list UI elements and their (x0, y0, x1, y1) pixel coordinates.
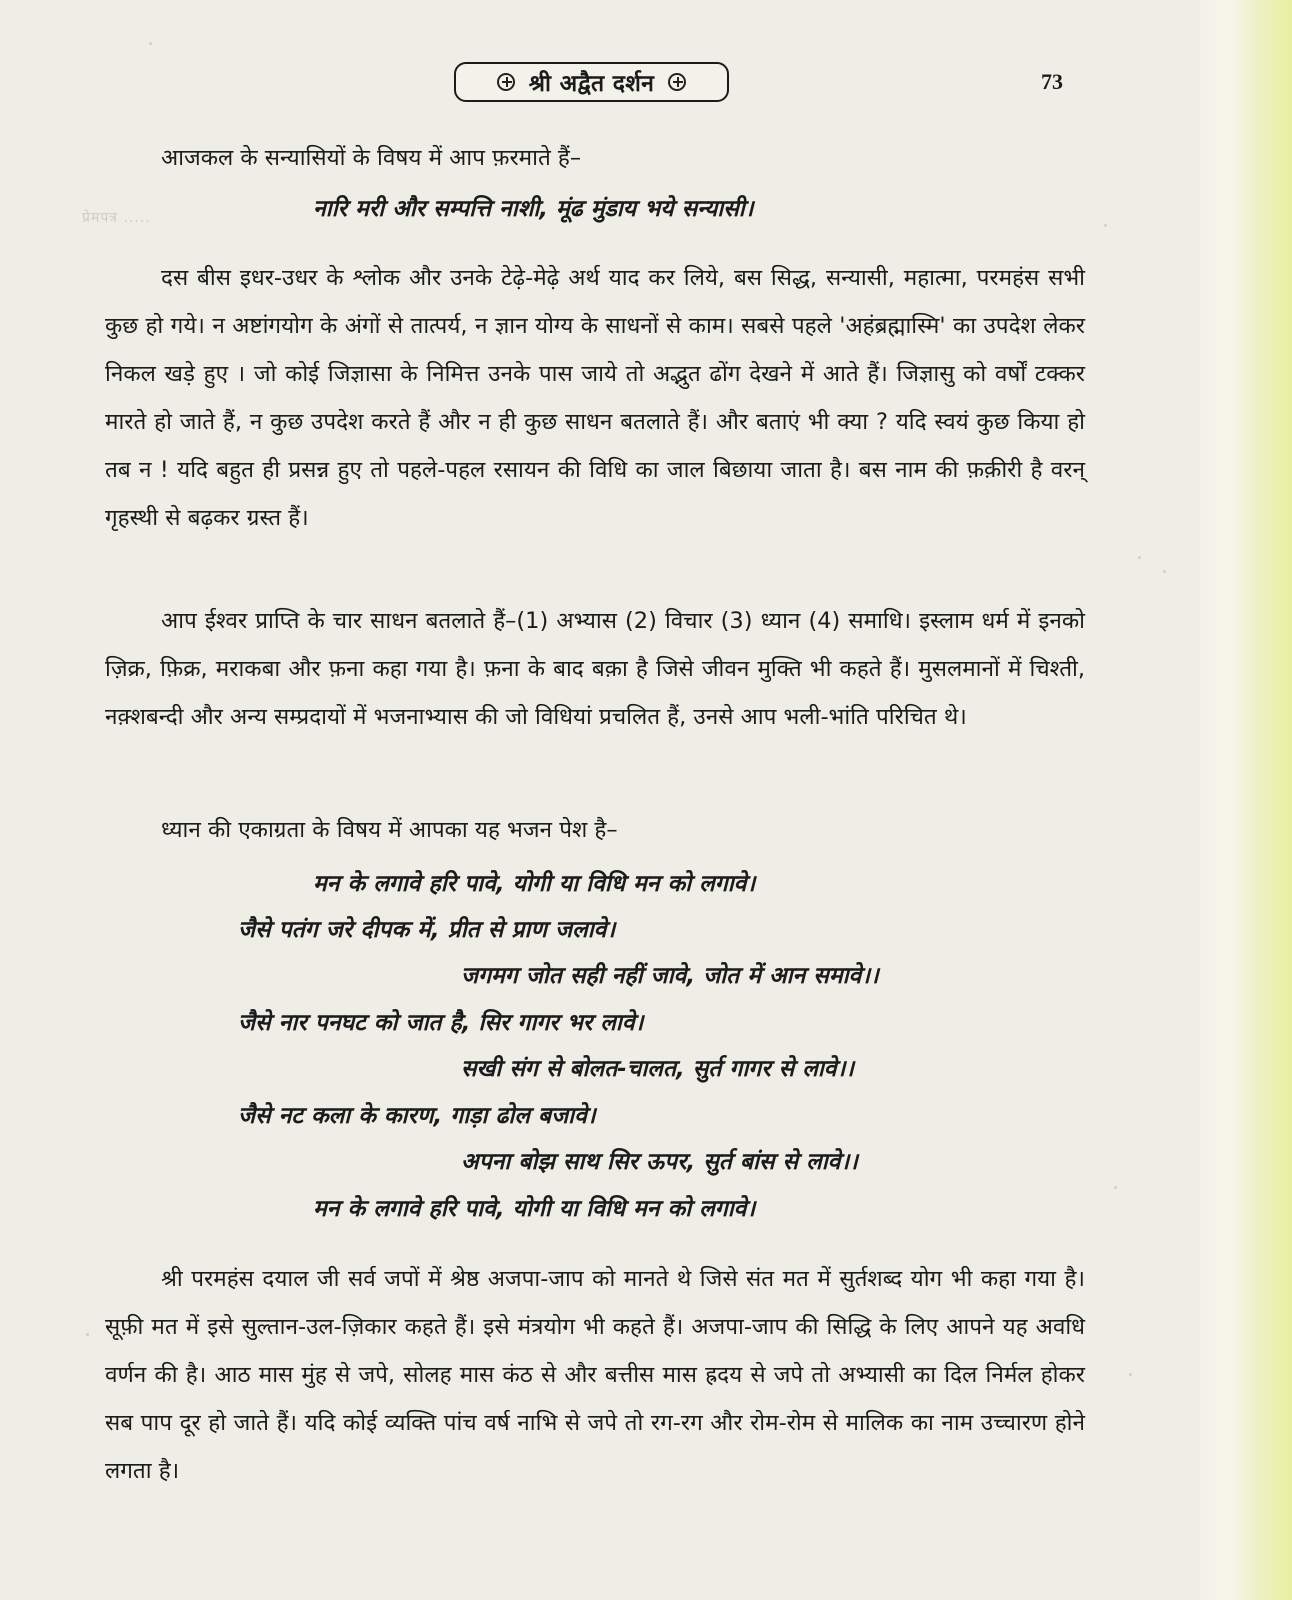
bhajan-line: जैसे नट कला के कारण, गाड़ा ढोल बजावे। (238, 1103, 596, 1129)
lotus-ornament-icon (497, 73, 515, 91)
bhajan-line: अपना बोझ साथ सिर ऊपर, सुर्त बांस से लावे।। (461, 1149, 858, 1175)
speck (86, 1333, 89, 1336)
lotus-ornament-icon (668, 73, 686, 91)
paragraph-sannyasi (105, 254, 1085, 542)
bhajan-line: जैसे पतंग जरे दीपक में, प्रीत से प्राण जलावे। (238, 917, 616, 943)
paragraph-sadhan (105, 597, 1085, 741)
paper-edge-tint (1200, 0, 1292, 1600)
bhajan-line: सखी संग से बोलत-चालत, सुर्त गागर से लावे।। (461, 1056, 854, 1082)
page-number: 73 (1041, 69, 1063, 94)
paragraph-text: दस बीस इधर-उधर के श्लोक और उनके टेढ़े-मेढ़े अर्थ याद कर लिये, बस सिद्ध, सन्यासी, महात्मा, परमहंस सभी कुछ हो गये। न अष्टांगयोग के अंगों से तात्पर्य, न ज्ञान योग्य के साधनों से काम। सबसे पहले 'अहंब्रह्मास्मि' का उपदेश लेकर निकल खड़े हुए । जो कोई जिज्ञासा के निमित्त उनके पास जाये तो अद्भुत ढोंग देखने में आते हैं। जिज्ञासु को वर्षों टक्कर मारते हो जाते हैं, न कुछ उपदेश करते हैं और न ही कुछ साधन बतलाते हैं। और बताएं भी क्या ? यदि स्वयं कुछ किया हो तब न ! यदि बहुत ही प्रसन्न हुए तो पहले-पहल रसायन की विधि का जाल बिछाया जाता है। बस नाम की फ़क़ीरी है वरन् गृहस्थी से बढ़कर ग्रस्त हैं। (105, 265, 1085, 531)
paragraph-intro (105, 134, 1085, 182)
bhajan-line: मन के लगावे हरि पावे, योगी या विधि मन को लगावे। (313, 871, 756, 897)
bhajan-line: जगमग जोत सही नहीं जावे, जोत में आन समावे।। (461, 963, 879, 989)
paragraph-ajapa (105, 1255, 1085, 1495)
speck (1114, 1186, 1117, 1189)
header-title: श्री अद्वैत दर्शन (528, 71, 655, 97)
paragraph-text: ध्यान की एकाग्रता के विषय में आपका यह भजन पेश है– (161, 817, 618, 843)
speck (1129, 1373, 1132, 1376)
bhajan-line: मन के लगावे हरि पावे, योगी या विधि मन को लगावे। (313, 1196, 756, 1222)
couplet-line: नारि मरी और सम्पत्ति नाशी, मूंढ मुंडाय भये सन्यासी। (313, 196, 754, 222)
speck (1104, 224, 1107, 227)
bleed-through-text: प्रेमपत्र ..... (82, 210, 151, 226)
running-header (454, 62, 729, 102)
speck (149, 42, 152, 45)
bhajan-line: जैसे नार पनघट को जात है, सिर गागर भर लावे। (238, 1010, 644, 1036)
paragraph-bhajan-intro (105, 806, 1085, 854)
speck (1163, 570, 1166, 573)
paragraph-text: आजकल के सन्यासियों के विषय में आप फ़रमाते हैं– (161, 145, 582, 171)
paragraph-text: श्री परमहंस दयाल जी सर्व जपों में श्रेष्ठ अजपा-जाप को मानते थे जिसे संत मत में सुर्तशब्द योग भी कहा गया है। सूफ़ी मत में इसे सुल्तान-उल-ज़िकार कहते हैं। इसे मंत्रयोग भी कहते हैं। अजपा-जाप की सिद्धि के लिए आपने यह अवधि वर्णन की है। आठ मास मुंह से जपे, सोलह मास कंठ से और बत्तीस मास ह्रदय से जपे तो अभ्यासी का दिल निर्मल होकर सब पाप दूर हो जाते हैं। यदि कोई व्यक्ति पांच वर्ष नाभि से जपे तो रग-रग और रोम-रोम से मालिक का नाम उच्चारण होने लगता है। (105, 1266, 1085, 1484)
speck (1138, 556, 1141, 559)
paragraph-text: आप ईश्वर प्राप्ति के चार साधन बतलाते हैं–(1) अभ्यास (2) विचार (3) ध्यान (4) समाधि। इस्लाम धर्म में इनको ज़िक्र, फ़िक्र, मराकबा और फ़ना कहा गया है। फ़ना के बाद बक़ा है जिसे जीवन मुक्ति भी कहते हैं। मुसलमानों में चिश्ती, नक़्शबन्दी और अन्य सम्प्रदायों में भजनाभ्यास की जो विधियां प्रचलित हैं, उनसे आप भली-भांति परिचित थे। (105, 608, 1085, 730)
